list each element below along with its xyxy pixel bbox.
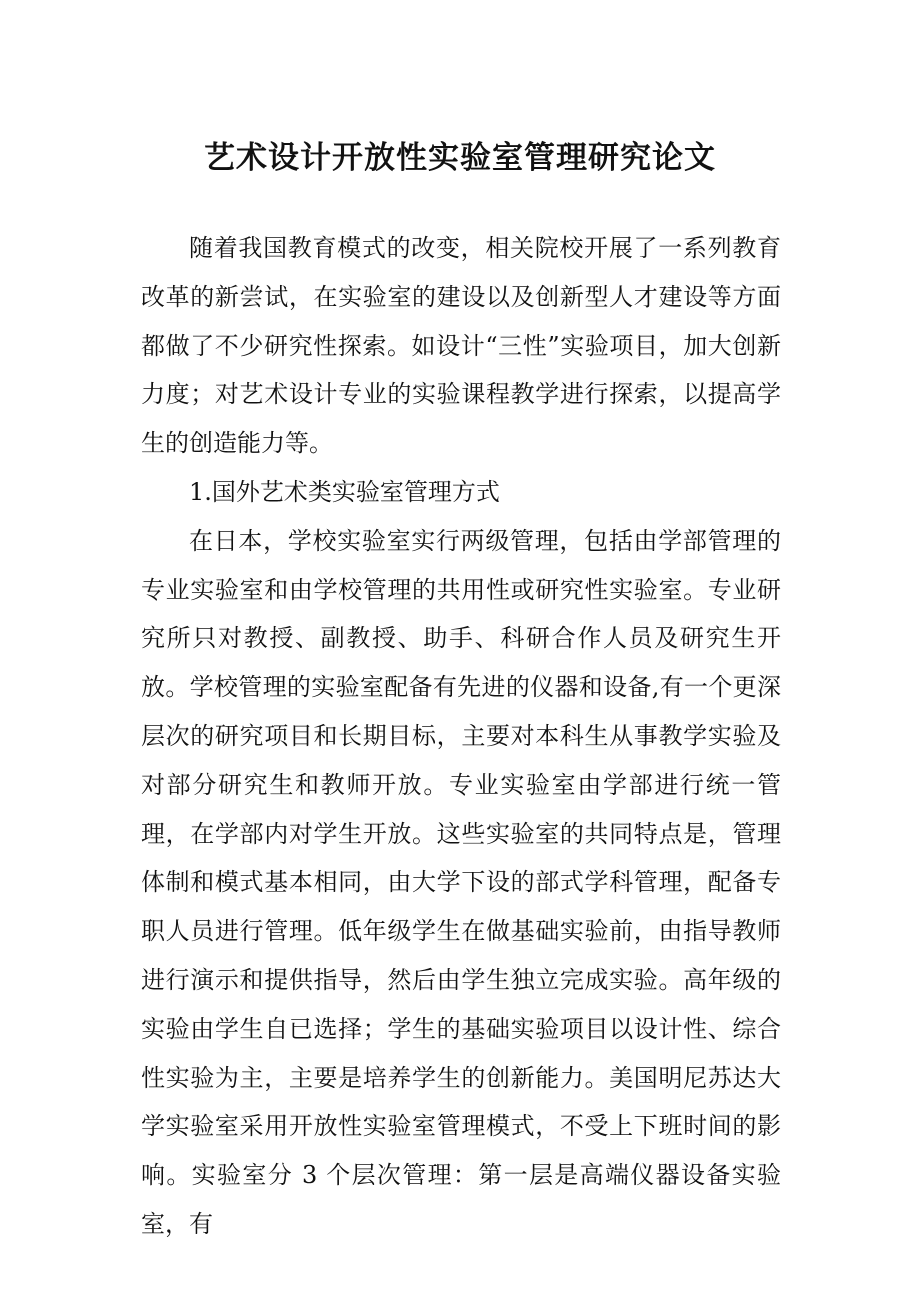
paragraph-intro: 随着我国教育模式的改变，相关院校开展了一系列教育改革的新尝试，在实验室的建设以及创新型人才建设等方面都做了不少研究性探索。如设计“三性”实验项目，加大创新力度；对艺术设计专业的实验课程教学进行探索，以提高学生的创造能力等。	[141, 234, 781, 458]
paragraph-foreign-labs: 在日本，学校实验室实行两级管理，包括由学部管理的专业实验室和由学校管理的共用性或研究性实验室。专业研究所只对教授、副教授、助手、科研合作人员及研究生开放。学校管理的实验室配备有先进的仪器和设备,有一个更深层次的研究项目和长期目标，主要对本科生从事教学实验及对部分研究生和教师开放。专业实验室由学部进行统一管理，在学部内对学生开放。这些实验室的共同特点是，管理体制和模式基本相同，由大学下设的部式学科管理，配备专职人员进行管理。低年级学生在做基础实验前，由指导教师进行演示和提供指导，然后由学生独立完成实验。高年级的实验由学生自已选择；学生的基础实验项目以设计性、综合性实验为主，主要是培养学生的创新能力。美国明尼苏达大学实验室采用开放性实验室管理模式，不受上下班时间的影响。实验室分 3 个层次管理：第一层是高端仪器设备实验室，有	[141, 526, 781, 1238]
document-body	[141, 224, 781, 1249]
document-title: 艺术设计开放性实验室管理研究论文	[204, 139, 716, 176]
section-heading: 1.国外艺术类实验室管理方式	[189, 477, 500, 506]
